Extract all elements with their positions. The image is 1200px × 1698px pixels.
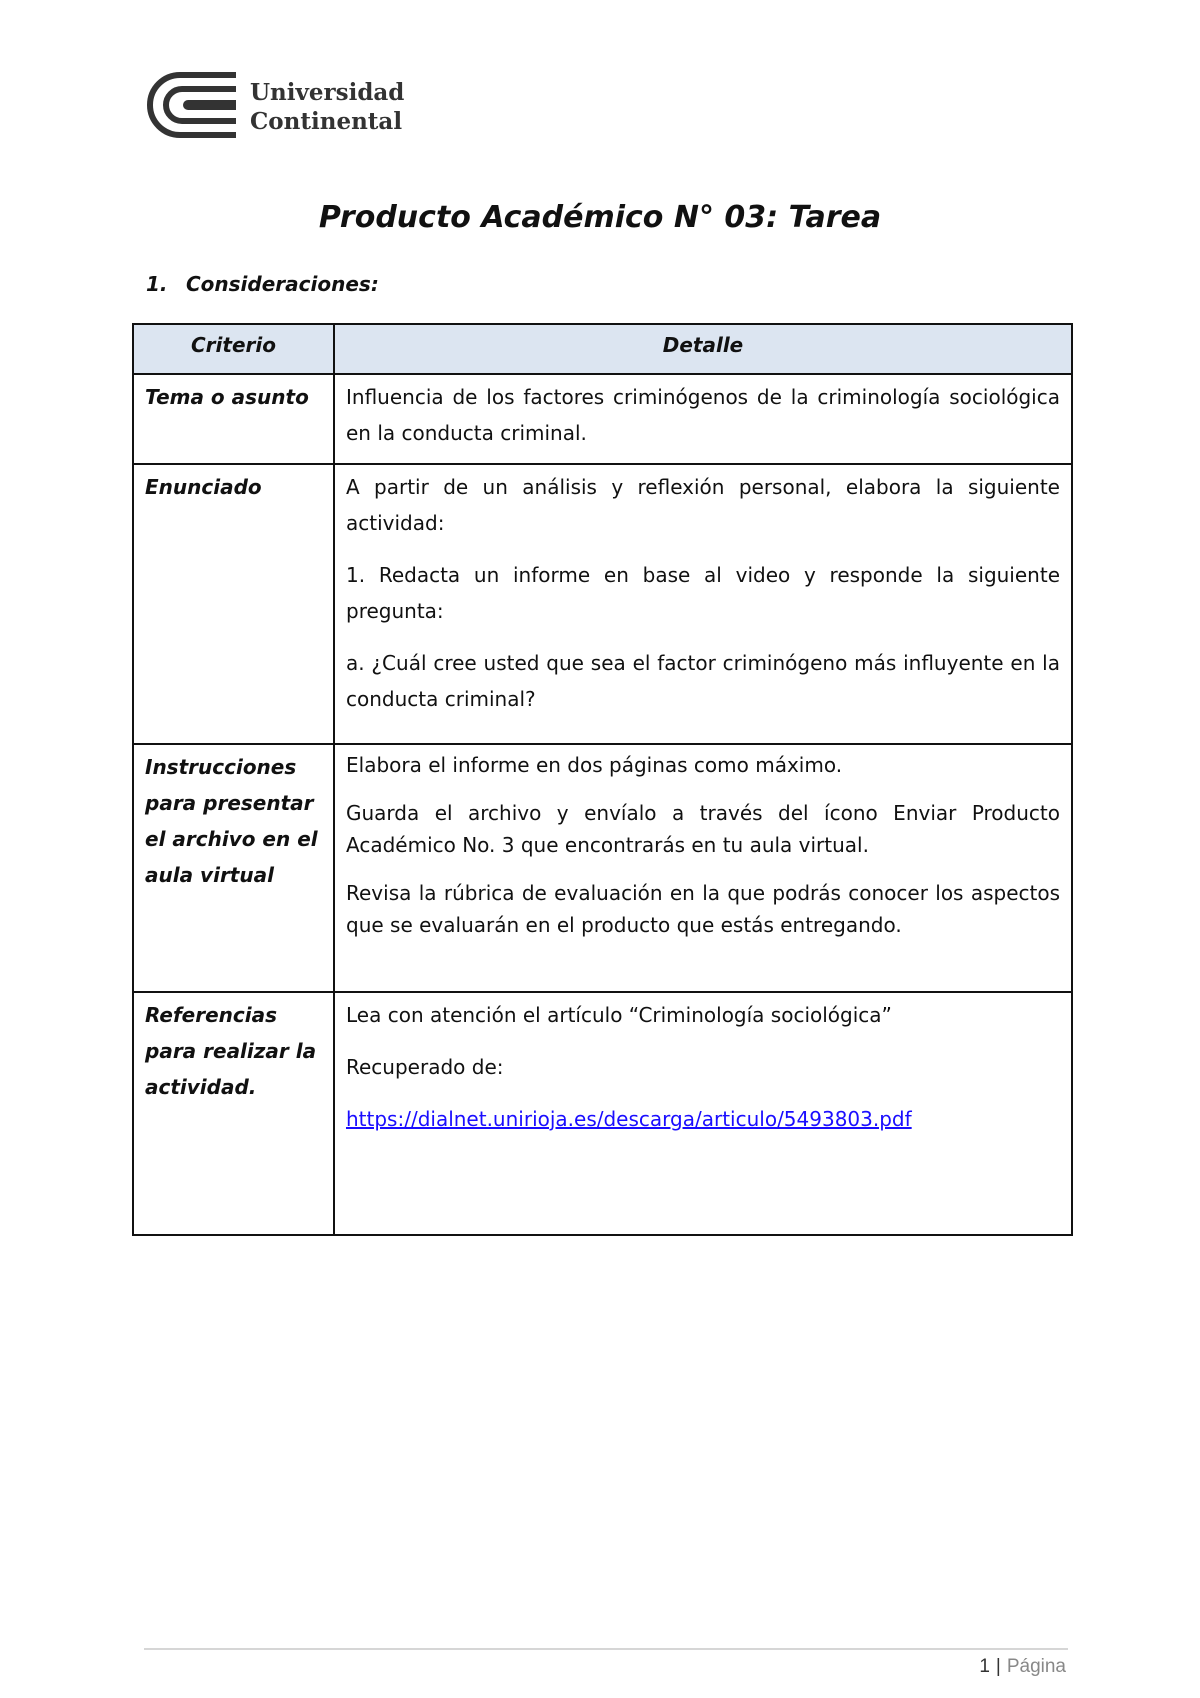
table-row: [133, 744, 1072, 992]
detail-paragraph: Elabora el informe en dos páginas como máximo.: [346, 753, 843, 777]
row-detail: [334, 992, 1072, 1235]
detail-paragraph: 1. Redacta un informe en base al video y responde la siguiente pregunta:: [346, 563, 1060, 623]
reference-link[interactable]: https://dialnet.unirioja.es/descarga/articulo/5493803.pdf: [346, 1107, 912, 1131]
page-label: Página: [1006, 1656, 1066, 1677]
table-row: [133, 992, 1072, 1235]
criteria-table: [132, 323, 1073, 1236]
row-detail: [334, 374, 1072, 464]
page-footer: [979, 1656, 1066, 1678]
logo-text: [250, 78, 404, 136]
row-label: Instrucciones para presentar el archivo en el aula virtual: [133, 744, 334, 992]
header-detalle: Detalle: [334, 324, 1072, 374]
detail-paragraph: Influencia de los factores criminógenos de la criminología sociológica en la conducta criminal.: [346, 385, 1060, 445]
detail-paragraph: a. ¿Cuál cree usted que sea el factor criminógeno más influyente en la conducta criminal?: [346, 651, 1060, 711]
detail-paragraph: Lea con atención el artículo “Criminología sociológica”: [346, 1003, 892, 1027]
university-logo: [144, 70, 405, 140]
section-heading: [146, 272, 379, 296]
row-detail: [334, 464, 1072, 744]
detail-paragraph: A partir de un análisis y reflexión personal, elabora la siguiente actividad:: [346, 475, 1060, 535]
row-detail: [334, 744, 1072, 992]
row-label: Enunciado: [133, 464, 334, 744]
footer-divider: [144, 1648, 1068, 1650]
row-label: Tema o asunto: [133, 374, 334, 464]
reference-link-line: [346, 1101, 1060, 1137]
header-criterio: Criterio: [133, 324, 334, 374]
table-row: [133, 464, 1072, 744]
section-label: Consideraciones:: [186, 272, 379, 296]
logo-line-2: Continental: [250, 108, 403, 135]
page-title: Producto Académico N° 03: Tarea: [318, 200, 882, 235]
detail-paragraph: Revisa la rúbrica de evaluación en la que podrás conocer los aspectos que se evaluarán en el producto que estás entregando.: [346, 881, 1060, 937]
table-row: [133, 374, 1072, 464]
logo-c-mark-icon: [144, 70, 240, 140]
detail-paragraph: Recuperado de:: [346, 1055, 504, 1079]
page-number: 1: [979, 1656, 990, 1677]
section-number: 1.: [146, 272, 168, 296]
table-header-row: [133, 324, 1072, 374]
detail-paragraph: Guarda el archivo y envíalo a través del ícono Enviar Producto Académico No. 3 que encontrarás en tu aula virtual.: [346, 801, 1060, 857]
logo-line-1: Universidad: [250, 79, 405, 106]
footer-separator: |: [995, 1656, 1001, 1677]
row-label: Referencias para realizar la actividad.: [133, 992, 334, 1235]
